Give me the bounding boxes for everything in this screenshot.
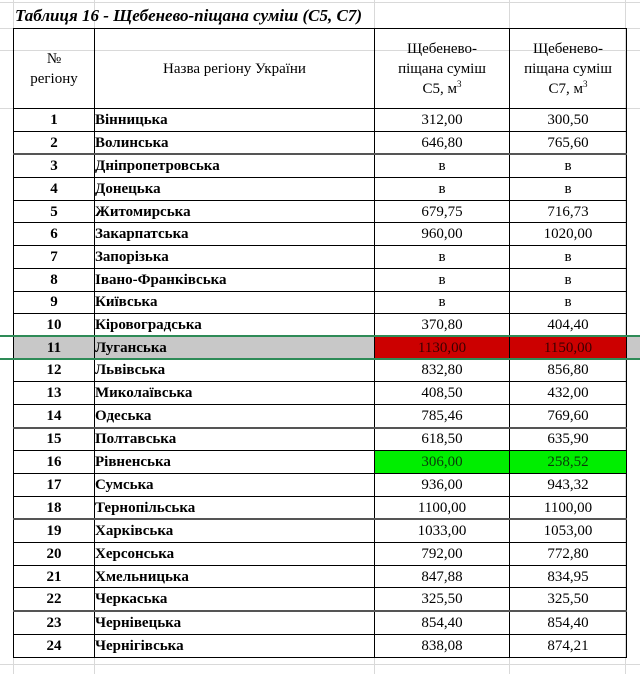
table-row[interactable] bbox=[14, 154, 627, 177]
table-row[interactable] bbox=[14, 565, 627, 588]
c5-value-cell[interactable]: 960,00 bbox=[375, 223, 510, 246]
c5-value-cell[interactable]: 679,75 bbox=[375, 200, 510, 223]
region-number-cell[interactable]: 21 bbox=[14, 565, 95, 588]
region-number-cell[interactable]: 5 bbox=[14, 200, 95, 223]
region-number-cell[interactable]: 19 bbox=[14, 519, 95, 542]
c5-value-cell[interactable]: 792,00 bbox=[375, 543, 510, 566]
table-row[interactable] bbox=[14, 336, 627, 359]
table-row[interactable] bbox=[14, 611, 627, 634]
c7-value-cell[interactable]: в bbox=[510, 178, 627, 201]
region-name-cell[interactable]: Харківська bbox=[95, 519, 375, 542]
region-name-cell[interactable]: Івано-Франківська bbox=[95, 268, 375, 291]
c7-value-cell[interactable]: 856,80 bbox=[510, 359, 627, 382]
region-name-cell[interactable]: Чернівецька bbox=[95, 611, 375, 634]
c7-value-cell[interactable]: в bbox=[510, 246, 627, 269]
table-row[interactable] bbox=[14, 268, 627, 291]
c7-value-cell[interactable]: 772,80 bbox=[510, 543, 627, 566]
c7-value-cell[interactable]: 716,73 bbox=[510, 200, 627, 223]
header-text: С5, м bbox=[422, 80, 457, 97]
region-name-cell[interactable]: Миколаївська bbox=[95, 382, 375, 405]
c5-value-cell[interactable]: 646,80 bbox=[375, 131, 510, 154]
c5-value-cell[interactable]: 936,00 bbox=[375, 474, 510, 497]
header-row bbox=[14, 29, 627, 109]
header-c5[interactable] bbox=[375, 29, 510, 109]
c7-value-cell[interactable]: 432,00 bbox=[510, 382, 627, 405]
region-name-cell[interactable]: Луганська bbox=[95, 336, 375, 359]
region-name-cell[interactable]: Хмельницька bbox=[95, 565, 375, 588]
region-number-cell[interactable]: 8 bbox=[14, 268, 95, 291]
header-text: Щебенево- bbox=[532, 40, 604, 57]
region-name-cell[interactable]: Кіровоградська bbox=[95, 314, 375, 337]
c5-value-cell[interactable]: 408,50 bbox=[375, 382, 510, 405]
c7-value-cell[interactable]: 325,50 bbox=[510, 588, 627, 611]
region-name-cell[interactable]: Львівська bbox=[95, 359, 375, 382]
region-number-cell[interactable]: 4 bbox=[14, 178, 95, 201]
selection-border-bottom bbox=[0, 358, 640, 360]
c7-value-cell[interactable]: 1150,00 bbox=[510, 336, 627, 359]
table-row[interactable] bbox=[14, 634, 627, 657]
c5-value-cell[interactable]: 312,00 bbox=[375, 109, 510, 132]
table-title: Таблиця 16 - Щебенево-піщана суміш (С5, С7) bbox=[15, 6, 362, 25]
table-row[interactable] bbox=[14, 451, 627, 474]
table-row[interactable] bbox=[14, 428, 627, 451]
c5-value-cell[interactable]: в bbox=[375, 246, 510, 269]
region-number-cell[interactable]: 16 bbox=[14, 451, 95, 474]
c5-value-cell[interactable]: 785,46 bbox=[375, 404, 510, 427]
table-row[interactable] bbox=[14, 588, 627, 611]
c5-value-cell[interactable]: 306,00 bbox=[375, 451, 510, 474]
region-number-cell[interactable]: 3 bbox=[14, 154, 95, 177]
header-region-name[interactable] bbox=[95, 29, 375, 109]
region-name-cell[interactable]: Закарпатська bbox=[95, 223, 375, 246]
table-row[interactable] bbox=[14, 474, 627, 497]
c5-value-cell[interactable]: 325,50 bbox=[375, 588, 510, 611]
region-name-cell[interactable]: Дніпропетровська bbox=[95, 154, 375, 177]
unit-superscript: 3 bbox=[583, 78, 588, 89]
header-text: С7, м bbox=[548, 80, 583, 97]
region-name-cell[interactable]: Чернігівська bbox=[95, 634, 375, 657]
region-name-cell[interactable]: Рівненська bbox=[95, 451, 375, 474]
region-number-cell[interactable]: 24 bbox=[14, 634, 95, 657]
table-row[interactable] bbox=[14, 496, 627, 519]
c7-value-cell[interactable]: 404,40 bbox=[510, 314, 627, 337]
table-row[interactable] bbox=[14, 314, 627, 337]
c7-value-cell[interactable]: в bbox=[510, 154, 627, 177]
c5-value-cell[interactable]: 370,80 bbox=[375, 314, 510, 337]
c7-value-cell[interactable]: 943,32 bbox=[510, 474, 627, 497]
c7-value-cell[interactable]: 765,60 bbox=[510, 131, 627, 154]
region-number-cell[interactable]: 23 bbox=[14, 611, 95, 634]
region-name-cell[interactable]: Херсонська bbox=[95, 543, 375, 566]
region-number-cell[interactable]: 17 bbox=[14, 474, 95, 497]
c5-value-cell[interactable]: 847,88 bbox=[375, 565, 510, 588]
region-number-cell[interactable]: 1 bbox=[14, 109, 95, 132]
unit-superscript: 3 bbox=[457, 78, 462, 89]
region-name-cell[interactable]: Черкаська bbox=[95, 588, 375, 611]
c5-value-cell[interactable]: 854,40 bbox=[375, 611, 510, 634]
c7-value-cell[interactable]: 854,40 bbox=[510, 611, 627, 634]
region-number-cell[interactable]: 20 bbox=[14, 543, 95, 566]
region-name-cell[interactable]: Київська bbox=[95, 291, 375, 314]
region-name-cell[interactable]: Донецька bbox=[95, 178, 375, 201]
table-row[interactable] bbox=[14, 223, 627, 246]
header-text: піщана суміш bbox=[398, 60, 486, 77]
c5-value-cell[interactable]: в bbox=[375, 178, 510, 201]
table-row[interactable] bbox=[14, 200, 627, 223]
region-name-cell[interactable]: Полтавська bbox=[95, 428, 375, 451]
region-name-cell[interactable]: Тернопільська bbox=[95, 496, 375, 519]
c7-value-cell[interactable]: 1020,00 bbox=[510, 223, 627, 246]
c7-value-cell[interactable]: 769,60 bbox=[510, 404, 627, 427]
c7-value-cell[interactable]: 1100,00 bbox=[510, 496, 627, 519]
c7-value-cell[interactable]: 635,90 bbox=[510, 428, 627, 451]
c7-value-cell[interactable]: 834,95 bbox=[510, 565, 627, 588]
region-number-cell[interactable]: 14 bbox=[14, 404, 95, 427]
region-number-cell[interactable]: 10 bbox=[14, 314, 95, 337]
region-number-cell[interactable]: 13 bbox=[14, 382, 95, 405]
table-row[interactable] bbox=[14, 178, 627, 201]
table-row[interactable] bbox=[14, 543, 627, 566]
region-number-cell[interactable]: 6 bbox=[14, 223, 95, 246]
region-number-cell[interactable]: 12 bbox=[14, 359, 95, 382]
header-text: № bbox=[46, 50, 62, 67]
region-number-cell[interactable]: 2 bbox=[14, 131, 95, 154]
region-name-cell[interactable]: Запорізька bbox=[95, 246, 375, 269]
header-c7[interactable] bbox=[510, 29, 627, 109]
table-row[interactable] bbox=[14, 109, 627, 132]
region-name-cell[interactable]: Одеська bbox=[95, 404, 375, 427]
data-table bbox=[13, 28, 627, 658]
c7-value-cell[interactable]: 874,21 bbox=[510, 634, 627, 657]
c5-value-cell[interactable]: 1033,00 bbox=[375, 519, 510, 542]
region-number-cell[interactable]: 11 bbox=[14, 336, 95, 359]
gridline bbox=[0, 664, 640, 665]
region-number-cell[interactable]: 22 bbox=[14, 588, 95, 611]
table-row[interactable] bbox=[14, 404, 627, 427]
region-number-cell[interactable]: 15 bbox=[14, 428, 95, 451]
c5-value-cell[interactable]: в bbox=[375, 291, 510, 314]
header-region-number[interactable] bbox=[14, 29, 95, 109]
region-name-cell[interactable]: Сумська bbox=[95, 474, 375, 497]
header-text: піщана суміш bbox=[524, 60, 612, 77]
header-text: Назва регіону України bbox=[163, 60, 306, 77]
region-name-cell[interactable]: Вінницька bbox=[95, 109, 375, 132]
c5-value-cell[interactable]: 1130,00 bbox=[375, 336, 510, 359]
table-row[interactable] bbox=[14, 131, 627, 154]
c7-value-cell[interactable]: в bbox=[510, 268, 627, 291]
table-row[interactable] bbox=[14, 246, 627, 269]
c5-value-cell[interactable]: 832,80 bbox=[375, 359, 510, 382]
table-row[interactable] bbox=[14, 382, 627, 405]
region-name-cell[interactable]: Волинська bbox=[95, 131, 375, 154]
header-text: Щебенево- bbox=[406, 40, 478, 57]
c7-value-cell[interactable]: 300,50 bbox=[510, 109, 627, 132]
table-row[interactable] bbox=[14, 359, 627, 382]
region-number-cell[interactable]: 7 bbox=[14, 246, 95, 269]
c7-value-cell[interactable]: 1053,00 bbox=[510, 519, 627, 542]
selection-border-top bbox=[0, 335, 640, 337]
c5-value-cell[interactable]: 1100,00 bbox=[375, 496, 510, 519]
c7-value-cell[interactable]: 258,52 bbox=[510, 451, 627, 474]
c5-value-cell[interactable]: в bbox=[375, 154, 510, 177]
table-row[interactable] bbox=[14, 519, 627, 542]
c7-value-cell[interactable]: в bbox=[510, 291, 627, 314]
c5-value-cell[interactable]: 838,08 bbox=[375, 634, 510, 657]
c5-value-cell[interactable]: в bbox=[375, 268, 510, 291]
region-number-cell[interactable]: 9 bbox=[14, 291, 95, 314]
table-row[interactable] bbox=[14, 291, 627, 314]
gridline bbox=[0, 2, 640, 3]
c5-value-cell[interactable]: 618,50 bbox=[375, 428, 510, 451]
region-number-cell[interactable]: 18 bbox=[14, 496, 95, 519]
region-name-cell[interactable]: Житомирська bbox=[95, 200, 375, 223]
header-text: регіону bbox=[30, 70, 78, 87]
